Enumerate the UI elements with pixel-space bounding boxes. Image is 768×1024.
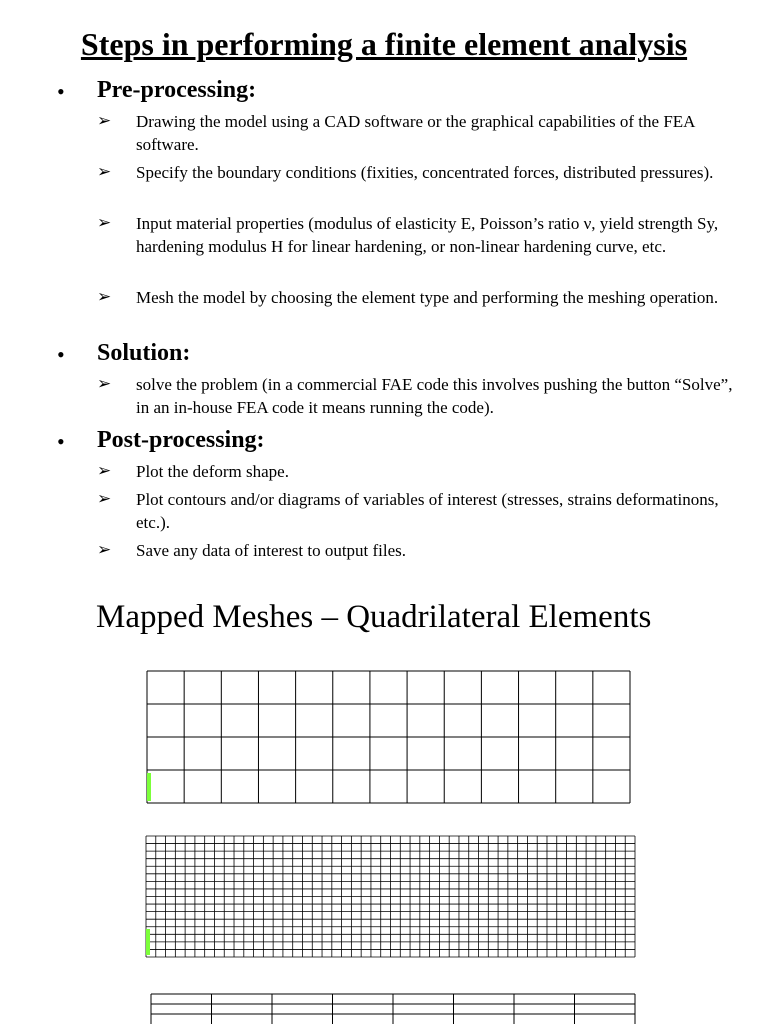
list-item: Specify the boundary conditions (fixities, concentrated forces, distributed pressures).	[136, 163, 714, 182]
arrow-icon: ➢	[97, 287, 112, 306]
axis-triad-marker	[146, 929, 150, 955]
mapped-meshes-title: Mapped Meshes – Quadrilateral Elements	[96, 599, 652, 635]
arrow-icon: ➢	[97, 489, 112, 508]
heading-post-processing: Post-processing:	[97, 427, 265, 453]
list-item: Plot the deform shape.	[136, 462, 289, 481]
partial-mesh-diagram	[151, 994, 635, 1024]
list-item: Input material properties (modulus of elasticity E, Poisson’s ratio ν, yield strength Sy, hardening modulus H for linear hardening, or non-linear hardening curve, etc.	[136, 214, 719, 256]
coarse-mesh-diagram	[147, 671, 630, 803]
arrow-icon: ➢	[97, 540, 112, 559]
arrow-icon: ➢	[97, 461, 112, 480]
bullet-solution: •	[57, 342, 65, 367]
bullet-pre-processing: •	[57, 79, 65, 104]
arrow-icon: ➢	[97, 162, 112, 181]
list-item: Drawing the model using a CAD software or the graphical capabilities of the FEA software.	[136, 112, 695, 154]
bullet-post-processing: •	[57, 429, 65, 454]
list-item: solve the problem (in a commercial FAE code this involves pushing the button “Solve”, in an in-house FEA code it means running the code).	[136, 375, 733, 417]
arrow-icon: ➢	[97, 111, 112, 130]
axis-triad-marker	[147, 773, 151, 801]
arrow-icon: ➢	[97, 213, 112, 232]
heading-pre-processing: Pre-processing:	[97, 77, 257, 103]
heading-solution: Solution:	[97, 340, 191, 366]
fine-mesh-diagram	[146, 836, 635, 957]
list-item: Mesh the model by choosing the element type and performing the meshing operation.	[136, 288, 719, 307]
page-title: Steps in performing a finite element analysis	[80, 26, 688, 62]
list-item: Save any data of interest to output files.	[136, 541, 407, 560]
list-item: Plot contours and/or diagrams of variables of interest (stresses, strains deformatinons, etc.).	[136, 490, 719, 532]
arrow-icon: ➢	[97, 374, 112, 393]
